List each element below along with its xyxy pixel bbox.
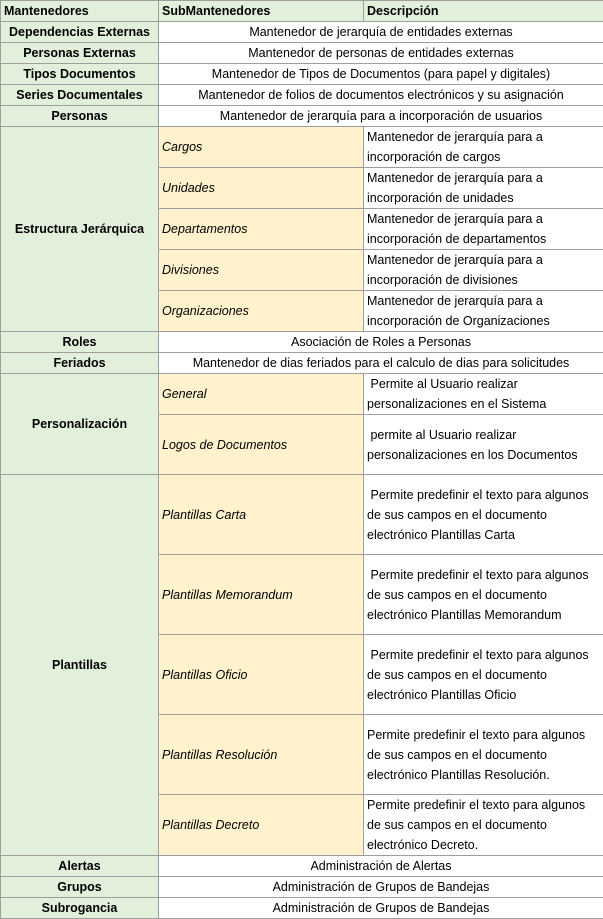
row-roles [1, 332, 603, 353]
mantenedor-label: Tipos Documentos [1, 64, 159, 85]
description: Mantenedor de jerarquía para a incorporación de Organizaciones [364, 291, 603, 332]
mantenedor-label: Personas [1, 106, 159, 127]
mantenedor-label: Personas Externas [1, 43, 159, 64]
row-dependencias-externas [1, 22, 603, 43]
description: Mantenedor de jerarquía para a incorporación de cargos [364, 127, 603, 168]
description: Permite predefinir el texto para algunos de sus campos en el documento electrónico Plantillas Oficio [364, 635, 603, 715]
description: Asociación de Roles a Personas [159, 332, 603, 353]
header-submantenedores: SubMantenedores [159, 1, 364, 22]
row-personas [1, 106, 603, 127]
description: permite al Usuario realizar personalizaciones en los Documentos [364, 415, 603, 475]
description: Mantenedor de jerarquía de entidades externas [159, 22, 603, 43]
row-alertas [1, 856, 603, 877]
description: Mantenedor de jerarquía para a incorporación de usuarios [159, 106, 603, 127]
row-personas-externas [1, 43, 603, 64]
mantenedor-label: Series Documentales [1, 85, 159, 106]
description: Mantenedor de folios de documentos electrónicos y su asignación [159, 85, 603, 106]
row-tipos-documentos [1, 64, 603, 85]
submantenedor-label: Cargos [159, 127, 364, 168]
description: Mantenedor de personas de entidades externas [159, 43, 603, 64]
mantenedor-label: Subrogancia [1, 898, 159, 919]
mantenedor-label: Feriados [1, 353, 159, 374]
description: Administración de Grupos de Bandejas [159, 877, 603, 898]
mantenedor-label: Alertas [1, 856, 159, 877]
header-row [1, 1, 603, 22]
submantenedor-label: Plantillas Carta [159, 475, 364, 555]
mantenedor-label: Roles [1, 332, 159, 353]
submantenedor-label: Plantillas Memorandum [159, 555, 364, 635]
submantenedor-label: Unidades [159, 168, 364, 209]
submantenedor-label: Plantillas Resolución [159, 715, 364, 795]
row-personalizacion-general [1, 374, 603, 415]
description: Permite predefinir el texto para algunos de sus campos en el documento electrónico Decreto. [364, 795, 603, 856]
description: Mantenedor de jerarquía para a incorporación de departamentos [364, 209, 603, 250]
mantenedor-label: Grupos [1, 877, 159, 898]
description: Mantenedor de jerarquía para a incorporación de divisiones [364, 250, 603, 291]
description: Mantenedor de dias feriados para el calculo de dias para solicitudes [159, 353, 603, 374]
description: Mantenedor de Tipos de Documentos (para papel y digitales) [159, 64, 603, 85]
submantenedor-label: Plantillas Oficio [159, 635, 364, 715]
submantenedor-label: Organizaciones [159, 291, 364, 332]
description: Mantenedor de jerarquía para a incorporación de unidades [364, 168, 603, 209]
row-grupos [1, 877, 603, 898]
row-series-documentales [1, 85, 603, 106]
header-mantenedores: Mantenedores [1, 1, 159, 22]
submantenedor-label: Departamentos [159, 209, 364, 250]
description: Permite al Usuario realizar personalizaciones en el Sistema [364, 374, 603, 415]
mantenedor-label: Plantillas [1, 475, 159, 856]
mantenedor-label: Personalización [1, 374, 159, 475]
header-descripcion: Descripción [364, 1, 603, 22]
description: Permite predefinir el texto para algunos de sus campos en el documento electrónico Plantillas Carta [364, 475, 603, 555]
submantenedor-label: Divisiones [159, 250, 364, 291]
submantenedor-label: Logos de Documentos [159, 415, 364, 475]
submantenedor-label: General [159, 374, 364, 415]
description: Permite predefinir el texto para algunos de sus campos en el documento electrónico Plantillas Memorandum [364, 555, 603, 635]
row-estructura-cargos [1, 127, 603, 168]
row-plantillas-carta [1, 475, 603, 555]
row-feriados [1, 353, 603, 374]
description: Permite predefinir el texto para algunos de sus campos en el documento electrónico Plantillas Resolución. [364, 715, 603, 795]
mantenedor-label: Dependencias Externas [1, 22, 159, 43]
description: Administración de Alertas [159, 856, 603, 877]
mantenedor-label: Estructura Jerárquica [1, 127, 159, 332]
description: Administración de Grupos de Bandejas [159, 898, 603, 919]
submantenedor-label: Plantillas Decreto [159, 795, 364, 856]
